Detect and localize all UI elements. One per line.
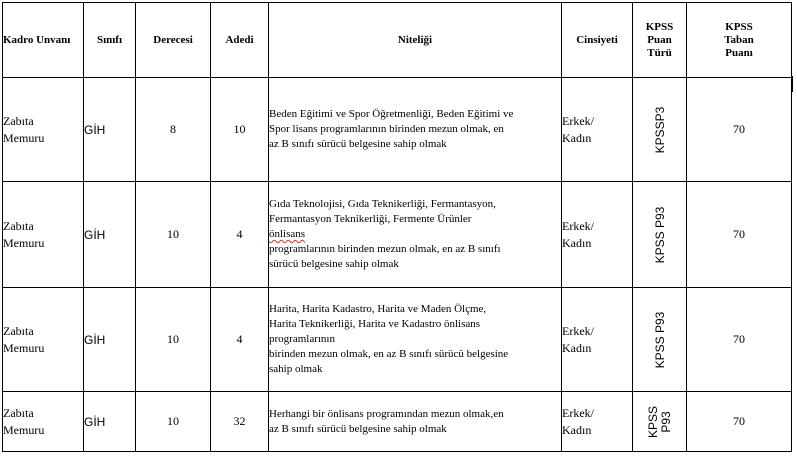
cell-derecesi: 8: [136, 78, 211, 182]
cell-adedi: 32: [211, 392, 269, 452]
cell-puan-turu: [633, 288, 687, 392]
cell-niteligi: [269, 182, 562, 288]
cell-sinifi: GİH: [84, 392, 136, 452]
kadro-line2: Memuru: [3, 130, 45, 145]
kadro-table: [2, 2, 792, 452]
puan-turu-line2: P93: [658, 410, 673, 433]
cinsiyet-line1: Erkek/: [562, 218, 594, 233]
cell-sinifi: GİH: [84, 288, 136, 392]
nitelik-line: Beden Eğitimi ve Spor Öğretmenliği, Beden Eğitimi ve: [269, 108, 514, 120]
cinsiyet-line2: Kadın: [562, 422, 592, 437]
nitelik-line: az B sınıfı sürücü belgesine sahip olmak: [269, 138, 447, 150]
cinsiyet-line2: Kadın: [562, 340, 592, 355]
nitelik-line: az B sınıfı sürücü belgesine sahip olmak: [269, 422, 447, 435]
cell-puan-turu: [633, 78, 687, 182]
header-adedi: Adedi: [211, 3, 269, 78]
cell-kadro-unvani: [3, 78, 84, 182]
header-kpss-puan-turu-line2: Puan: [647, 33, 672, 46]
cell-cinsiyeti: [562, 182, 633, 288]
nitelik-line: Harita, Harita Kadastro, Harita ve Maden Ölçme,: [269, 303, 487, 315]
cell-taban-puani: 70: [687, 182, 792, 288]
header-derecesi: Derecesi: [136, 3, 211, 78]
header-sinifi: Sınıfı: [84, 3, 136, 78]
cell-taban-puani: 70: [687, 78, 792, 182]
table-row: [3, 182, 792, 288]
cell-derecesi: 10: [136, 392, 211, 452]
cell-adedi: 10: [211, 78, 269, 182]
cell-derecesi: 10: [136, 182, 211, 288]
header-kpss-taban-line3: Puanı: [725, 46, 753, 59]
cinsiyet-line1: Erkek/: [562, 323, 594, 338]
cell-puan-turu: [633, 182, 687, 288]
nitelik-line: birinden mezun olmak, en az B sınıfı sürücü belgesine: [269, 348, 509, 360]
cell-niteligi: [269, 392, 562, 452]
nitelik-line: Harita Teknikerliği, Harita ve Kadastro önlisans: [269, 318, 481, 330]
cell-kadro-unvani: [3, 392, 84, 452]
cell-taban-puani: 70: [687, 288, 792, 392]
cell-adedi: 4: [211, 182, 269, 288]
cinsiyet-line1: Erkek/: [562, 405, 594, 420]
nitelik-line: programlarının birinden mezun olmak, en az B sınıfı: [269, 243, 501, 255]
nitelik-line: programlarının: [269, 333, 335, 345]
header-row: [3, 3, 792, 78]
table-row: [3, 392, 792, 452]
cell-sinifi: GİH: [84, 78, 136, 182]
puan-turu-vertical-text: KPSS P93: [652, 311, 667, 368]
kadro-line1: Zabıta: [3, 218, 34, 233]
puan-turu-vertical-text: KPSSP3: [652, 106, 667, 153]
cell-kadro-unvani: [3, 288, 84, 392]
nitelik-line: Spor lisans programlarının birinden mezun olmak, en: [269, 123, 504, 135]
cell-cinsiyeti: [562, 78, 633, 182]
nitelik-line: sürücü belgesine sahip olmak: [269, 258, 399, 270]
cinsiyet-line2: Kadın: [562, 235, 592, 250]
cell-cinsiyeti: [562, 288, 633, 392]
cell-kadro-unvani: [3, 182, 84, 288]
table-row: [3, 288, 792, 392]
cell-adedi: 4: [211, 288, 269, 392]
header-kpss-puan-turu-line3: Türü: [647, 46, 672, 59]
cell-cinsiyeti: [562, 392, 633, 452]
kadro-line1: Zabıta: [3, 323, 34, 338]
nitelik-line: sahip olmak: [269, 363, 323, 375]
header-kadro-unvani: Kadro Unvanı: [3, 3, 84, 78]
nitelik-line: Herhangi bir önlisans programından mezun olmak,en: [269, 407, 504, 420]
header-kpss-puan-turu-line1: KPSS: [645, 20, 674, 33]
kadro-line1: Zabıta: [3, 113, 34, 128]
cell-sinifi: GİH: [84, 182, 136, 288]
header-kpss-taban-line1: KPSS: [725, 20, 753, 33]
cinsiyet-line2: Kadın: [562, 130, 592, 145]
puan-turu-vertical-text: [647, 405, 673, 437]
kadro-line2: Memuru: [3, 235, 45, 250]
cell-derecesi: 10: [136, 288, 211, 392]
kadro-line1: Zabıta: [3, 405, 34, 420]
header-kpss-taban-puani: [687, 3, 792, 78]
nitelik-line: Fermantasyon Teknikerliği, Fermente Ürünler: [269, 213, 472, 225]
header-kpss-taban-line2: Taban: [724, 33, 754, 46]
puan-turu-vertical-text: KPSS P93: [652, 206, 667, 263]
kadro-line2: Memuru: [3, 340, 45, 355]
header-niteligi: Niteliği: [269, 3, 562, 78]
nitelik-line: önlisans: [269, 228, 306, 240]
kadro-line2: Memuru: [3, 422, 45, 437]
cell-taban-puani: 70: [687, 392, 792, 452]
header-kpss-puan-turu: [633, 3, 687, 78]
header-cinsiyeti: Cinsiyeti: [562, 3, 633, 78]
puan-turu-line1: KPSS: [645, 405, 660, 438]
cell-niteligi: [269, 288, 562, 392]
cinsiyet-line1: Erkek/: [562, 113, 594, 128]
table-row: [3, 78, 792, 182]
cell-puan-turu: [633, 392, 687, 452]
margin-marker: [792, 76, 793, 92]
cell-niteligi: [269, 78, 562, 182]
nitelik-line: Gıda Teknolojisi, Gıda Teknikerliği, Fermantasyon,: [269, 198, 496, 210]
